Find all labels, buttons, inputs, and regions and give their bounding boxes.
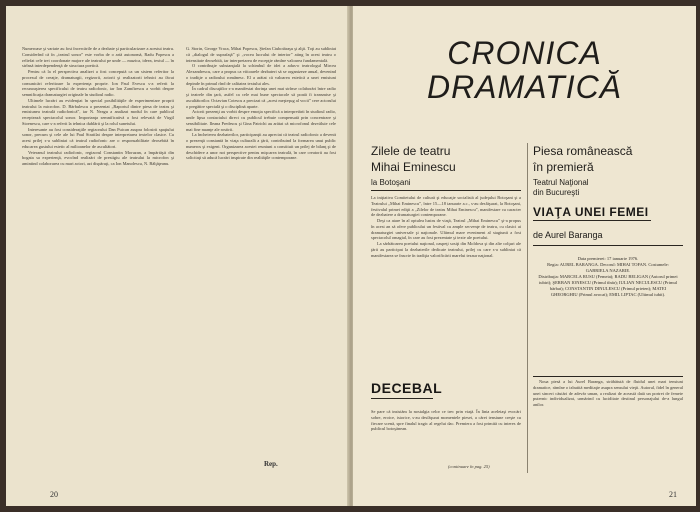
divider (533, 220, 651, 221)
decebal-article (371, 409, 521, 459)
cast-list: Distribuţia: MARCELA RUSU (Femeia); RADU BELIGAN (Autorul primei iubiri); ŞERBAN IONESCU (Primul tînăr); IULIAN NECULESCU (Primul bărbat); CONSTANTIN DINULESCU (Primul prieten); MATEI GHEORGHIU (Primul avocat); EMIL LIPTAC (Ultimul iubit). (538, 274, 678, 297)
continuation-note: (continuare în pag. 25) (448, 464, 490, 469)
column-divider (527, 143, 528, 473)
premiere-date: Data premierei: 17 ianuarie 1976. (577, 256, 639, 261)
paragraph: Veteranul teatrului radiofonic, regizorul Constantin Moruzan, a împărtăşit din bogata sa experienţă, evocînd realizări de prestigiu ale teatrului la microfon şi amintind colaborarea cu mari actori, azi dispăruţi, ca Ion Manolescu, N. Bălţăţeanu. (22, 149, 174, 166)
paragraph: Pentru că la el perspectiva analizei a fost concepută ca un sistem referitor la procesul de creaţie, dramaturgii, regizorii, actorii şi realizatorii tehnici au făcut comunicări referitoare la experienţa proprie. Ion Paul Evescu s-a referit la recunoaşterea specificului de teatru radiofonic, iar Ion Zamfirescu a vorbit despre semnificaţia dramaturgiei originale în studioul radio. (22, 69, 174, 97)
paragraph: La sărbătoarea poetului naţional, oaspeţi sosiţi din Moldova şi din alte colţuri ale ţării au participat la dezbaterile dedicate teatrului, prilej cu care s-a subliniat că manifestarea se înscrie în tradiţia valorificării marelui tezaur naţional. (371, 241, 521, 258)
review-article (533, 379, 683, 479)
left-page (6, 6, 349, 506)
paragraph: Ultimele lucrări au evidenţiat în special posibilităţile de experimentare proprii teatrului la microfon. D. Bărbulescu a prezentat „Raportul dintre piesa de teatru şi emisiunea teatrală radiofonică”, iar N. Neagu a analizat modul în care publicul receptează spectacolul sonor. Importanţa semnificativă a fost relevată de Virgil Stoenescu, care s-a referit la tehnica dublării şi la rolul sunetului. (22, 97, 174, 126)
play-author: de Aurel Baranga (533, 230, 603, 240)
signature: Rep. (264, 460, 278, 468)
paragraph: Actorii prezenţi au vorbit despre emoţia specifică a interpretării în studioul radio, unde lipsa contactului direct cu publicul trebuie compensată prin concentrare şi sensibilitate. Ileana Predescu şi Gina Patrichi au arătat că microfonul dezvăluie cele mai fine nuanţe ale rostirii. (186, 109, 336, 132)
play-credits (537, 256, 679, 298)
paragraph: La iniţiativa Comitetului de cultură şi educaţie socialistă al judeţului Botoşani şi a Teatrului „Mihai Eminescu”, între 15—18 ianuarie a.c., s-au desfăşurat, la Botoşani, festivalul primei ediţii a „Zilelor de teatru Mihai Eminescu”, manifestare cu caracter de dezbatere a dramaturgiei contemporane. (371, 195, 521, 218)
paragraph: În cadrul discuţiilor s-a manifestat dorinţa unei mai strînse colaborări între radio şi teatrele din ţară, astfel ca cele mai bune spectacole să poată fi transmise şi ascultătorilor. Octavian Cotescu a precizat că „acest meşteşug al vocii” cere actorului o pregătire specială şi o disciplină aparte. (186, 86, 336, 109)
left-column-1 (22, 46, 174, 486)
left-column-2 (186, 46, 336, 456)
divider (371, 190, 521, 191)
paragraph: Interesante au fost consideraţiile regizorului Dan Puican asupra folosirii spaţiului sonor, precum şi cele ale lui Paul Stratilat despre interpretarea textelor clasice. Cu acest prilej s-a subliniat că teatrul radiofonic are o responsabilitate deosebită în educarea gustului estetic al milioanelor de ascultători. (22, 126, 174, 149)
right-page (353, 6, 696, 506)
play-title: VIAŢA UNEI FEMEI (533, 205, 649, 219)
paragraph: Deşi ca atare în al optulea lustru de viaţă, Teatrul „Mihai Eminescu” şi-a propus în acest an să ofere publicului un festival cu ample secvenţe de teatru, cu clasici ai dramaturgiei universale şi naţionale. Ultimul mare eveniment al stagiunii a fost spectacolul omagial, în care au fost prezentate şi texte ale poetului. (371, 218, 521, 241)
festival-subtitle: la Botoşani (371, 178, 411, 187)
paragraph: Noua piesă a lui Aurel Baranga, străbătută de fluidul unei mari tensiuni dramatice, rămîne o izbutită meditaţie asupra sensului vieţii. Autorul, fidel în general unei sinceri căutări de adevăr uman, a realizat de această dată un portret de femeie puternic individualizat, urmărind cu luciditate destinul personajului de-a lungul anilor. (533, 379, 683, 407)
decebal-heading: DECEBAL (371, 380, 443, 396)
section-title: CRONICA DRAMATICĂ (426, 35, 623, 105)
paragraph: O contribuţie substanţială la schimbul de idei a adus-o teatrologul Mircea Alexandrescu, care a propus ca viitoarele dezbateri să se organizeze anual, devenind o tradiţie a radioului românesc. El a arătat că valoarea estetică a unei emisiuni depinde în primul rînd de calitatea textului ales. (186, 63, 336, 86)
paragraph: Se pare că insistăm la nostalgia celor ce trec prin viaţă. În linia aceleiaşi evocări sobre, eroice, istorice, s-au desfăşurat momentele piesei, a cărei tensiune creşte cu fiecare scenă, spre finalul tragic al regelui dac. Premiera a fost primită cu interes de publicul botoşănean. (371, 409, 521, 432)
magazine-spread (6, 6, 696, 506)
festival-heading: Zilele de teatru Mihai Eminescu (371, 144, 456, 174)
paragraph: Numeroase şi variate au fost încercările de a dezbate şi particularizare a acestui teatru. Considerînd că în „teatrul sonor” este vorba de o artă autonomă, Radu Popescu a reliefat cele trei coordonate majore ale teatrului pe unde — muzica, ideea, textul — în strînsă interdependenţă de structura poetică. (22, 46, 174, 69)
premiere-theatre: Teatrul Naţional din Bucureşti (533, 178, 589, 197)
page-number: 21 (669, 490, 677, 499)
paragraph: La încheierea dezbaterilor, participanţii au apreciat că teatrul radiofonic a devenit o prezenţă constantă în viaţa culturală a ţării, contribuind la formarea unui public numeros şi exigent. Organizarea acestei reuniuni a constituit un prilej de bilanţ şi de deschidere a unor noi perspective pentru mişcarea teatrală, în care creatorii au fost solicitaţi să aducă lucrări inspirate din realităţile contemporane. (186, 132, 336, 161)
festival-article (371, 195, 521, 373)
divider (371, 398, 433, 399)
premiere-heading: Piesa românească în premieră (533, 144, 633, 174)
crew-credits: Regia: AUREL BARANGA. Decorul: MIHAI TOFAN. Costumele: GABRIELA NAZARIE. (547, 262, 669, 273)
paragraph: G. Storin, George Vraca, Mihai Popescu, Ştefan Ciubotăraşu şi alţii. Toţi au subliniat că „dialogul de suprafaţă” şi „vocea lucrului de interior” ating în acest teatru o intensitate deosebită, iar interpretarea de excepţie rămîne valoarea fundamentală. (186, 46, 336, 63)
page-number: 20 (50, 490, 58, 499)
